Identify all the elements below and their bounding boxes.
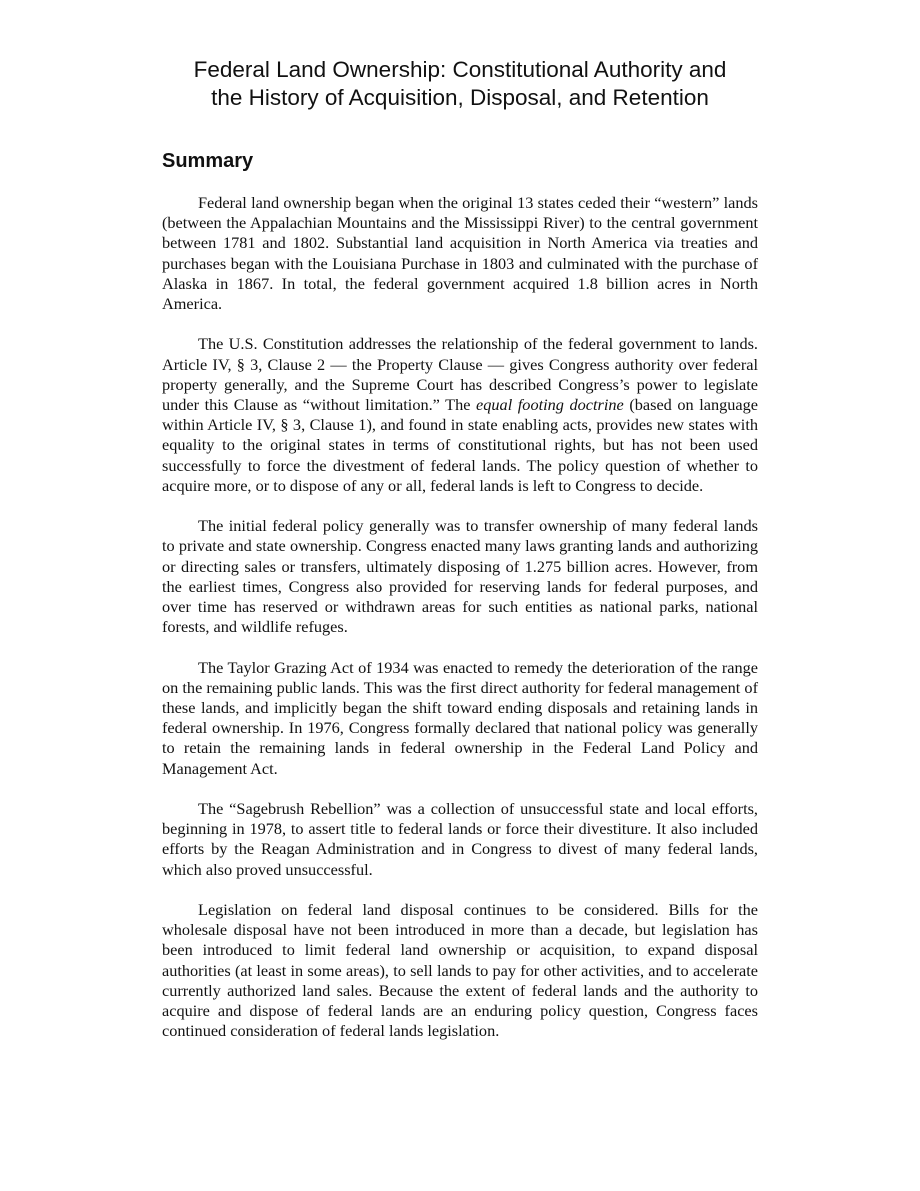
title-line-2: the History of Acquisition, Disposal, and Retention bbox=[211, 85, 709, 110]
paragraph-2-part-1: The U.S. Constitution addresses the relationship of the federal government to lands. Article IV, § 3, Clause 2 — the Property Clause — gives Congress authority over federal property generally, and the Supreme Court has described Congress’s power to legislate under this Clause as “without limitation.” The bbox=[162, 334, 758, 415]
title-line-1: Federal Land Ownership: Constitutional Authority and bbox=[193, 57, 727, 82]
paragraph-2-part-2: (based on language within Article IV, § 3, Clause 1), and found in state enabling acts, provides new states with equality to the original states in terms of constitutional rights, but has not been used successfully to force the divestment of federal lands. The policy question of whether to acquire more, or to dispose of any or all, federal lands is left to Congress to decide. bbox=[162, 395, 758, 495]
section-heading: Summary bbox=[162, 150, 254, 172]
paragraph-1: Federal land ownership began when the original 13 states ceded their “western” lands (between the Appalachian Mountains and the Mississippi River) to the central government between 1781 and 1802. Substantial land acquisition in North America via treaties and purchases began with the Louisiana Purchase in 1803 and culminated with the purchase of Alaska in 1867. In total, the federal government acquired 1.8 billion acres in North America. bbox=[162, 193, 758, 314]
paragraph-4: The Taylor Grazing Act of 1934 was enacted to remedy the deterioration of the range on the remaining public lands. This was the first direct authority for federal management of these lands, and implicitly began the shift toward ending disposals and retaining lands in federal ownership. In 1976, Congress formally declared that national policy was generally to retain the remaining lands in federal ownership in the Federal Land Policy and Management Act. bbox=[162, 657, 758, 778]
paragraph-2-emphasis: equal footing doctrine bbox=[476, 395, 624, 415]
paragraph-2 bbox=[162, 334, 758, 496]
paragraph-3: The initial federal policy generally was to transfer ownership of many federal lands to private and state ownership. Congress enacted many laws granting lands and authorizing or directing sales or transfers, ultimately disposing of 1.275 billion acres. However, from the earliest times, Congress also provided for reserving lands for federal purposes, and over time has reserved or withdrawn areas for such entities as national parks, national forests, and wildlife refuges. bbox=[162, 516, 758, 637]
document-title bbox=[160, 56, 760, 112]
paragraph-6: Legislation on federal land disposal continues to be considered. Bills for the wholesale disposal have not been introduced in more than a decade, but legislation has been introduced to limit federal land ownership or acquisition, to expand disposal authorities (at least in some areas), to sell lands to pay for other activities, and to accelerate currently authorized land sales. Because the extent of federal lands and the authority to acquire and dispose of federal lands are an enduring policy question, Congress faces continued consideration of federal lands legislation. bbox=[162, 900, 758, 1041]
paragraph-5: The “Sagebrush Rebellion” was a collection of unsuccessful state and local efforts, beginning in 1978, to assert title to federal lands or force their divestiture. It also included efforts by the Reagan Administration and in Congress to divest of many federal lands, which also proved unsuccessful. bbox=[162, 799, 758, 879]
summary-body bbox=[162, 193, 758, 1062]
